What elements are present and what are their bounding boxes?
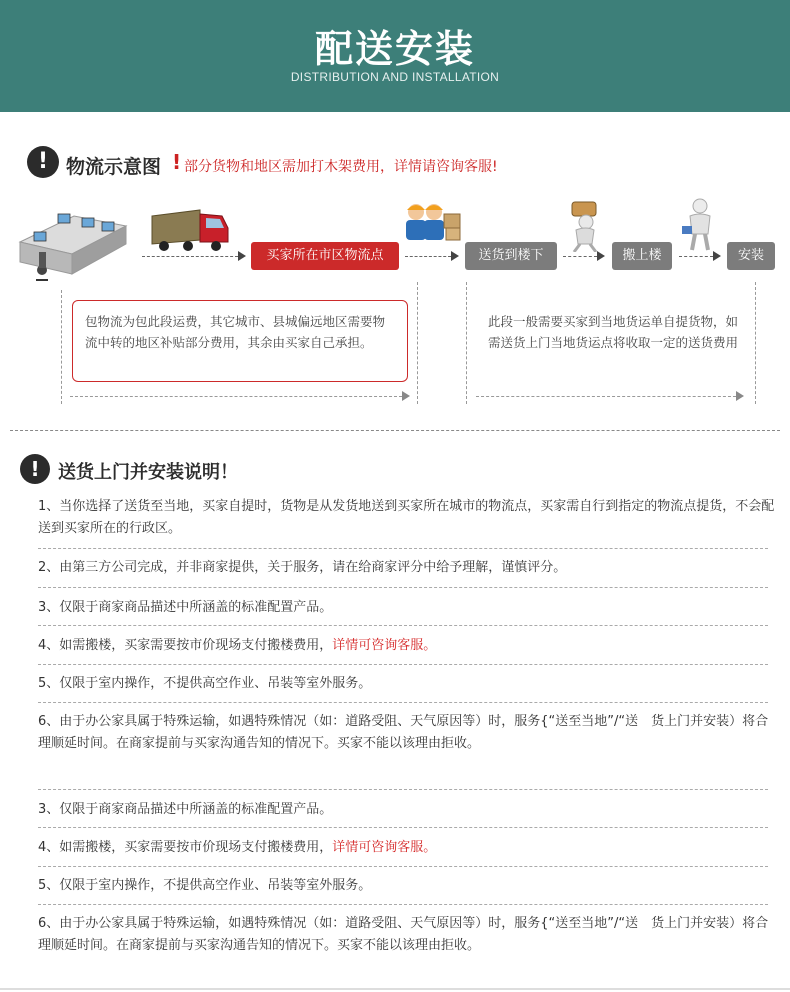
logistics-info-box-right: 此段一般需要买家到当地货运单自提货物，如需送货上门当地货运点将收取一定的送货费用 [488,314,739,350]
range-arrowhead-right [736,391,744,401]
carrier-icon [564,200,604,252]
item-divider [38,789,768,790]
delivery-item-5: 5、仅限于室内操作，不提供高空作业、吊装等室外服务。 [38,676,372,691]
flow-arrowhead-1 [238,251,246,261]
item-divider [38,866,768,867]
delivery-item-2: 2、由第三方公司完成，并非商家提供，关于服务，请在给商家评分中给予理解，谨慎评分。 [38,560,567,575]
delivery-item-4-text: 4、如需搬楼，买家需要按市价现场支付搬楼费用， [38,840,333,855]
range-line-left [70,396,402,397]
logistics-note: 部分货物和地区需加打木架费用，详情请咨询客服! [184,159,498,175]
guide-line-mid-right [466,282,467,404]
delivery-item-1: 1、当你选择了送货至当地，买家自提时，货物是从发货地送到买家所在城市的物流点，买家需自行到指定的物流点提货，不会配送到买家所在的行政区。 [38,499,775,536]
guide-line-right [755,282,756,404]
page-subtitle: DISTRIBUTION AND INSTALLATION [290,70,500,84]
section-divider [10,430,780,431]
warning-icon: ! [20,454,50,484]
flow-arrowhead-4 [713,251,721,261]
installer-icon [682,198,718,252]
warning-icon: ! [27,146,59,178]
step-install: 安装 [727,242,775,270]
bottom-divider [0,988,790,990]
delivery-item-4-highlight: 详情可咨询客服。 [332,638,437,653]
guide-line-mid-left [417,282,418,404]
item-divider [38,702,768,703]
logistics-title: 物流示意图 [66,156,162,178]
step-carry-upstairs: 搬上楼 [612,242,672,270]
range-arrowhead-left [402,391,410,401]
delivery-item-3-repeat: 3、仅限于商家商品描述中所涵盖的标准配置产品。 [38,802,333,817]
item-divider [38,587,768,588]
item-divider [38,664,768,665]
range-line-right [476,396,736,397]
flow-line-4 [679,256,713,257]
item-divider [38,904,768,905]
flow-arrowhead-3 [597,251,605,261]
flow-arrowhead-2 [451,251,459,261]
delivery-item-6: 6、由于办公家具属于特殊运输，如遇特殊情况（如：道路受阻、天气原因等）时，服务{“送至当地”/“送 货上门并安装）将合理顺延时间。在商家提前与买家沟通告知的情况下。买家不能以该理由拒收。 [38,714,769,751]
office-desks-icon [12,196,132,286]
delivery-item-6-repeat: 6、由于办公家具属于特殊运输，如遇特殊情况（如：道路受阻、天气原因等）时，服务{“送至当地”/“送 货上门并安装）将合理顺延时间。在商家提前与买家沟通告知的情况下。买家不能以该理由拒收。 [38,916,769,953]
delivery-item-4-repeat [38,837,776,859]
item-divider [38,827,768,828]
step-local-logistics-point: 买家所在市区物流点 [251,242,399,270]
logistics-info-box-left: 包物流为包此段运费，其它城市、县城偏远地区需要物流中转的地区补贴部分费用，其余由买家自己承担。 [72,300,408,382]
workers-icon [402,200,462,242]
header-banner [0,0,790,112]
guide-line-left [61,290,62,404]
page-title: 配送安装 [314,27,475,71]
truck-icon [148,206,232,254]
flow-line-2 [405,256,451,257]
flow-line-1 [142,256,238,257]
item-divider [38,625,768,626]
delivery-item-5-repeat: 5、仅限于室内操作，不提供高空作业、吊装等室外服务。 [38,878,372,893]
step-deliver-downstairs: 送货到楼下 [465,242,557,270]
delivery-item-3: 3、仅限于商家商品描述中所涵盖的标准配置产品。 [38,600,333,615]
item-divider [38,548,768,549]
delivery-title: 送货上门并安装说明！ [58,462,238,483]
logistics-exclamation: ! [172,150,182,174]
delivery-item-4-highlight: 详情可咨询客服。 [332,840,437,855]
flow-line-3 [563,256,597,257]
delivery-item-4 [38,635,776,657]
delivery-item-4-text: 4、如需搬楼，买家需要按市价现场支付搬楼费用， [38,638,333,653]
